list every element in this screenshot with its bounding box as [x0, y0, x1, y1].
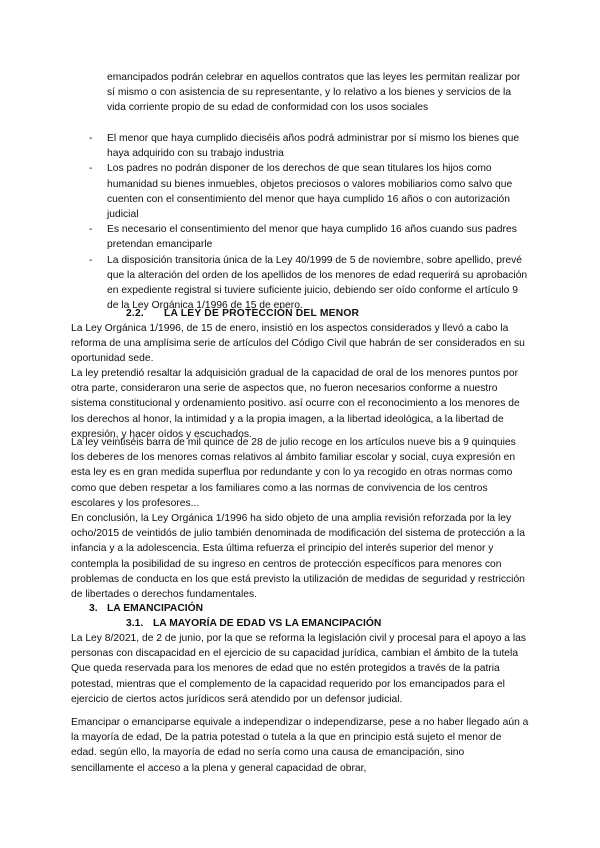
list-item	[89, 161, 529, 222]
section-heading-3	[89, 601, 203, 616]
section-title: LA EMANCIPACIÓN	[107, 603, 204, 614]
list-item	[89, 222, 529, 252]
paragraph: La Ley 8/2021, de 2 de junio, por la que se reforma la legislación civil y procesal para el apoyo a las personas con discapacidad en el ejercicio de su capacidad jurídica, cambian el ámbito de la tutela Que queda reservada para los menores de edad que no estén protegidos a través de la patria potestad, mientras que el complemento de la capacidad requerido por los emancipados para el ejercicio de ciertos actos jurídicos será atendido por un defensor judicial.	[71, 633, 527, 705]
dash-bullet: -	[89, 224, 93, 236]
paragraph: La ley pretendió resaltar la adquisición gradual de la capacidad de oral de los menores puntos por otra parte, consideraron una serie de aspectos que, no fueron necesarios conforme a nuestro sistema constitucional y ordenamiento positivo. así ocurre con el reconocimiento a los menores de los derechos al honor, la intimidad y a la propia imagen, a la libertad ideológica, a la libertad de expresión, y hacer oídos y escuchados.	[71, 368, 520, 440]
paragraph: Emancipar o emanciparse equivale a independizar o independizarse, pese a no haber llegado aún a la mayoría de edad, De la patria potestad o tutela a la que en principio está sujeto el menor de edad. según ello, la mayoría de edad no sería como una causa de emancipación, sino sencillamente el acceso a la plena y general capacidad de obrar,	[71, 717, 529, 774]
section-number: 2.2.	[126, 308, 144, 319]
section-title: LA LEY DE PROTECCIÓN DEL MENOR	[164, 308, 360, 319]
paragraph: La ley veintiséis barra de mil quince de 28 de julio recoge en los artículos nueve bis a 9 quinquies los deberes de los menores comas relativos al ámbito familiar escolar y social, cuya expresión en esta ley es en gran medida superflua por redundante y con lo ya recogido en otras normas como como que deben respetar a los familiares como a las normas de convivencia de los centros escolares y los profesores...	[71, 437, 516, 509]
section-heading-2-2	[126, 306, 359, 321]
list-item-text: Es necesario el consentimiento del menor que haya cumplido 16 años cuando sus padres pretendan emanciparle	[107, 224, 517, 251]
list-item-text: Los padres no podrán disponer de los derechos de que sean titulares los hijos como humanidad su bienes inmuebles, objetos preciosos o valores mobiliarios como salvo que cuenten con el consentimiento del menor que haya cumplido 16 años o con autorización judicial	[107, 163, 513, 221]
dash-bullet: -	[89, 133, 93, 144]
paragraph: La Ley Orgánica 1/1996, de 15 de enero, insistió en los aspectos considerados y llevó a cabo la reforma de una amplísima serie de artículos del Código Civil que habrán de ser considerados en su oportunidad sede.	[71, 323, 525, 365]
section-number: 3.	[89, 603, 98, 614]
section-heading-3-1	[126, 616, 381, 631]
list-item	[89, 253, 529, 314]
dash-bullet: -	[89, 254, 93, 266]
list-item-text: El menor que haya cumplido dieciséis años podrá administrar por sí mismo los bienes que haya adquirido con su trabajo industria	[107, 133, 520, 160]
list-item-text: La disposición transitoria única de la Ley 40/1999 de 5 de noviembre, sobre apellido, prevé que la alteración del orden de los apellidos de los menores de edad requerirá su aprobación en expediente registral si tuviere suficiente juicio, debiendo ser oído conforme el artículo 9 de la Ley Orgánica 1/1996 de 15 de enero.	[107, 254, 528, 312]
dash-list	[89, 131, 529, 313]
list-item	[89, 131, 529, 161]
dash-bullet: -	[89, 163, 93, 175]
continuation-text: emancipados podrán celebrar en aquellos contratos que las leyes les permitan realizar por sí mismo o con asistencia de su representante, y lo relativo a los bienes y servicios de la vida corriente propio de su edad de conformidad con los usos sociales	[107, 72, 521, 114]
section-title: LA MAYORÍA DE EDAD VS LA EMANCIPACIÓN	[153, 618, 382, 629]
section-number: 3.1.	[126, 618, 144, 629]
list-continuation	[107, 70, 527, 116]
paragraph: En conclusión, la Ley Orgánica 1/1996 ha sido objeto de una amplia revisión reforzada por la ley ocho/2015 de veintidós de julio también denominada de modificación del sistema de protección a la infancia y a la adolescencia. Esta última refuerza el principio del interés superior del menor y contempla la posibilidad de su ingreso en centros de protección específicos para menores con problemas de conducta en los que está previsto la utilización de medidas de seguridad y restricción de libertades o derechos fundamentales.	[71, 513, 525, 601]
